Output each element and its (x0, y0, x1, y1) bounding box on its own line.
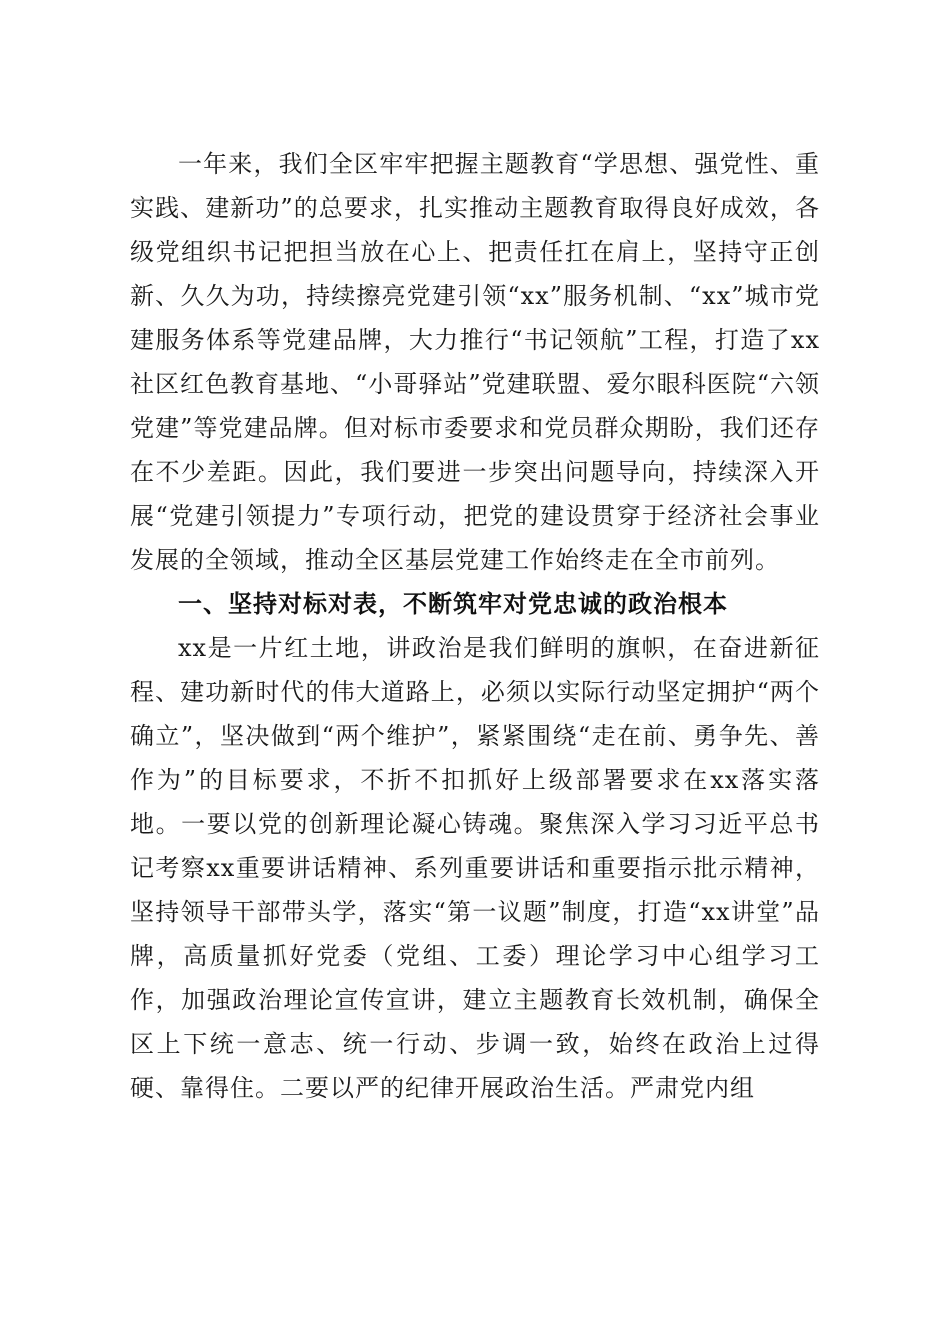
document-body (130, 142, 820, 1110)
section-heading-1: 一、坚持对标对表，不断筑牢对党忠诚的政治根本 (178, 590, 728, 618)
intro-paragraph: 一年来，我们全区牢牢把握主题教育“学思想、强党性、重实践、建新功”的总要求，扎实推动主题教育取得良好成效，各级党组织书记把担当放在心上、把责任扛在肩上，坚持守正创新、久久为功，持续擦亮党建引领“xx”服务机制、“xx”城市党建服务体系等党建品牌，大力推行“书记领航”工程，打造了xx社区红色教育基地、“小哥驿站”党建联盟、爱尔眼科医院“六领党建”等党建品牌。但对标市委要求和党员群众期盼，我们还存在不少差距。因此，我们要进一步突出问题导向，持续深入开展“党建引领提力”专项行动，把党的建设贯穿于经济社会事业发展的全领域，推动全区基层党建工作始终走在全市前列。 (130, 150, 820, 574)
section-1-paragraph: xx是一片红土地，讲政治是我们鲜明的旗帜，在奋进新征程、建功新时代的伟大道路上，必须以实际行动坚定拥护“两个确立”，坚决做到“两个维护”，紧紧围绕“走在前、勇争先、善作为”的目标要求，不折不扣抓好上级部署要求在xx落实落地。一要以党的创新理论凝心铸魂。聚焦深入学习习近平总书记考察xx重要讲话精神、系列重要讲话和重要指示批示精神，坚持领导干部带头学，落实“第一议题”制度，打造“xx讲堂”品牌，高质量抓好党委（党组、工委）理论学习中心组学习工作，加强政治理论宣传宣讲，建立主题教育长效机制，确保全区上下统一意志、统一行动、步调一致，始终在政治上过得硬、靠得住。二要以严的纪律开展政治生活。严肃党内组 (130, 634, 820, 1102)
